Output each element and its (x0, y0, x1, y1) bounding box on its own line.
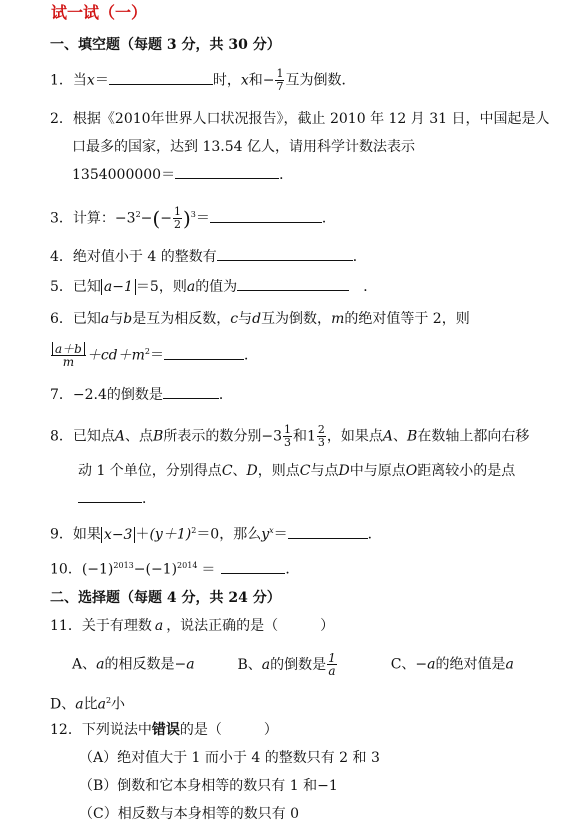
q12-emphasis: 错误 (151, 722, 180, 738)
q10-num: 10． (50, 561, 82, 578)
q12-option-A[interactable]: （A）绝对值大于 1 而小于 4 的整数只有 2 和 3 (79, 750, 380, 766)
q3-exp2: 3 (190, 210, 196, 219)
q6-text-e: 互为倒数， (261, 311, 332, 327)
question-9 (50, 522, 382, 544)
q8-text-f: 、 (393, 428, 408, 445)
q11-D-var2: a (97, 696, 106, 713)
q11-D-label: D、 (50, 696, 76, 713)
question-3 (50, 206, 336, 231)
q6-expr: ＋cd＋m (86, 347, 145, 364)
q11-A-var: a (96, 656, 105, 673)
q8-text-a: 8．已知点 (50, 428, 115, 445)
q9-abs: x−3 (101, 527, 136, 543)
q8-var-C2: C (299, 463, 311, 479)
q12-option-B[interactable]: （B）倒数和它本身相等的数只有 1 和−1 (79, 778, 338, 794)
q8-text-m: 距离较小的是点 (417, 463, 516, 479)
q1-var-x: x (86, 72, 95, 89)
q9-text-d: ＝0，那么 (196, 526, 262, 543)
q11-B-num: 1 (328, 651, 336, 665)
q11-B-text: 的倒数是 (270, 656, 327, 673)
q2-answer-blank[interactable] (175, 166, 279, 179)
q4-end: ． (352, 249, 367, 265)
q11-D-text: 比 (83, 696, 98, 713)
q8-answer-blank[interactable] (78, 490, 142, 503)
q9-eq: ＝ (273, 526, 288, 543)
q3-exp1: 2 (135, 210, 141, 219)
question-5 (50, 278, 377, 296)
q8-fraction-1 (283, 424, 292, 449)
q1-text-e: 互为倒数． (285, 72, 356, 89)
q9-exp: 2 (191, 526, 197, 535)
q11-option-A[interactable] (72, 657, 195, 673)
q8-text-c: 所表示的数分别−3 (163, 428, 282, 445)
q8-var-A: A (114, 428, 126, 445)
q6-fraction (51, 343, 86, 368)
question-2-line-1: 2．根据《2010年世界人口状况报告》，截止 2010 年 12 月 31 日，中国起是人 (50, 111, 550, 127)
q11-var-a: a (154, 618, 164, 634)
q9-var-y: y (261, 526, 270, 543)
q11-option-C[interactable] (391, 657, 514, 673)
q3-end: ． (321, 210, 336, 227)
q3-fraction (173, 206, 182, 231)
q8-text-i: 、 (232, 463, 247, 479)
q4-text: 4．绝对值小于 4 的整数有 (50, 249, 217, 265)
q2-number-text: 1354000000＝ (72, 167, 176, 183)
q8-f1-den: 3 (283, 436, 291, 449)
q11-A-var2: a (186, 656, 195, 673)
q9-paren: (y＋1) (149, 526, 192, 543)
q9-plus: ＋ (135, 526, 150, 543)
q8-f1-num: 1 (283, 423, 291, 436)
question-8-line-3 (78, 490, 156, 508)
q8-var-B: B (153, 428, 164, 445)
q5-end: ． (363, 279, 378, 295)
q3-frac-num: 1 (173, 205, 181, 219)
q8-text-k: 与点 (310, 463, 339, 479)
q5-text-a: 5．已知 (50, 279, 101, 295)
question-11-line-1 (50, 617, 334, 635)
q11-D-var: a (75, 696, 84, 713)
question-11-options (72, 652, 514, 677)
q6-text-a: 6．已知 (50, 311, 101, 327)
q8-f2-num: 2 (317, 423, 325, 436)
q10-exp2: 2014 (177, 561, 198, 570)
q7-answer-blank[interactable] (163, 386, 219, 399)
q5-answer-blank[interactable] (237, 278, 349, 291)
question-1 (50, 68, 355, 93)
q4-answer-blank[interactable] (217, 248, 353, 261)
q1-text-d: 和− (248, 72, 275, 89)
q6-text-d: 与 (238, 311, 253, 327)
q9-end: ． (367, 526, 382, 543)
q11-B-fraction (327, 652, 337, 677)
question-6-line-2 (50, 340, 258, 368)
q8-end: ． (142, 491, 156, 507)
q3-inner-minus: − (160, 210, 172, 227)
q10-term2: (−1) (145, 561, 178, 578)
q6-answer-blank[interactable] (164, 347, 244, 360)
q5-var-a: a (186, 279, 196, 295)
q8-text-b: 、点 (125, 428, 154, 445)
question-7 (50, 386, 233, 404)
q11-B-den: a (328, 664, 336, 678)
q11-option-D[interactable] (50, 692, 125, 714)
q6-var-d: d (252, 311, 262, 327)
q8-text-e: ，如果点 (326, 428, 383, 445)
q8-var-D: D (246, 463, 258, 479)
q7-end: ． (218, 387, 233, 403)
q6-text-c: 是互为相反数， (132, 311, 231, 327)
q11-text-b: ，说法正确的是（ ） (166, 618, 335, 634)
q11-C-var: a (427, 656, 436, 673)
q3-lparen: ( (152, 206, 161, 231)
q1-text-a: 当 (72, 72, 87, 89)
q5-text-b: ＝5，则 (135, 279, 187, 295)
q3-frac-den: 2 (173, 218, 181, 232)
q8-text-g: 在数轴上都向右移 (417, 428, 530, 445)
q10-minus: − (133, 561, 146, 578)
question-8-line-1 (50, 424, 529, 449)
q6-eq: ＝ (150, 347, 165, 364)
q7-text: 7．−2.4的倒数是 (50, 387, 163, 403)
q5-text-c: 的值为 (195, 279, 238, 295)
q6-var-a: a (100, 311, 110, 327)
q6-frac-den: m (62, 355, 75, 370)
q3-text-a: 3．计算： (50, 210, 115, 227)
q8-var-O: O (405, 463, 418, 479)
q6-end: ． (244, 347, 259, 364)
q8-var-D2: D (338, 463, 350, 479)
q9-answer-blank[interactable] (288, 526, 368, 539)
q1-fraction (275, 68, 284, 93)
question-8-line-2 (78, 462, 515, 480)
q8-text-l: 中与原点 (349, 463, 406, 479)
q11-text-a: 11．关于有理数 (50, 618, 152, 634)
q5-abs: a−1 (101, 279, 136, 295)
q6-expr-exp: 2 (144, 347, 151, 356)
question-2-line-2: 口最多的国家，达到 13.54 亿人，请用科学计数法表示 (72, 139, 415, 155)
q11-D-end: 小 (111, 696, 126, 713)
q11-B-var: a (261, 656, 271, 673)
question-10 (50, 557, 299, 579)
q8-var-B2: B (407, 428, 418, 445)
q3-answer-blank[interactable] (210, 210, 322, 223)
page-title: 试一试（一） (51, 3, 148, 22)
q3-rparen: ) (182, 206, 191, 231)
q1-text-b: ＝ (94, 72, 109, 89)
question-2-line-3 (72, 166, 293, 184)
q10-exp1: 2013 (113, 561, 134, 570)
q11-B-label: B、 (237, 656, 262, 673)
q1-text-c: 时， (212, 72, 241, 89)
question-12 (50, 721, 278, 739)
q11-C-text: 的绝对值是 (435, 656, 506, 673)
q12-option-C[interactable]: （C）相反数与本身相等的数只有 0 (79, 806, 300, 822)
q1-frac-num: 1 (276, 67, 284, 80)
q9-text-a: 9．如果 (50, 526, 101, 543)
q1-frac-den: 7 (276, 80, 284, 93)
q8-f2-den: 3 (317, 436, 325, 449)
q11-A-label: A、 (72, 656, 97, 673)
q10-end: ． (285, 561, 300, 578)
q12-text-a: 12．下列说法中 (50, 722, 152, 738)
q3-eq: ＝ (195, 210, 210, 227)
q1-var-x2: x (240, 72, 249, 89)
q10-eq: ＝ (201, 561, 216, 578)
q8-fraction-2 (317, 424, 326, 449)
q6-frac-num-abs: a＋b (52, 342, 85, 356)
q6-text-b: 与 (109, 311, 124, 327)
question-4 (50, 248, 367, 266)
q10-term1: (−1) (81, 561, 114, 578)
q10-answer-blank[interactable] (221, 561, 285, 574)
q11-option-B[interactable] (237, 651, 337, 678)
question-6-line-1 (50, 310, 470, 328)
q11-A-text: 的相反数是− (104, 656, 187, 673)
q8-text-h: 动 1 个单位，分别得点 (78, 463, 222, 479)
q3-minus: − (140, 210, 153, 227)
q12-text-b: 的是（ ） (179, 722, 278, 738)
q11-C-label: C、− (390, 656, 428, 673)
q8-text-d: 和1 (292, 428, 316, 445)
q1-answer-blank[interactable] (109, 72, 213, 85)
section-2-heading: 二、选择题（每题 4 分，共 24 分） (50, 590, 281, 606)
q8-text-j: ，则点 (257, 463, 300, 479)
q6-var-c: c (230, 311, 239, 327)
q3-neg3: −3 (114, 210, 136, 227)
q11-D-exp: 2 (105, 696, 112, 705)
q6-text-f: 的绝对值等于 2，则 (344, 311, 470, 327)
q6-var-m: m (331, 311, 345, 327)
q11-C-var2: a (505, 656, 514, 673)
q1-number: 1． (50, 72, 73, 89)
q8-var-A2: A (382, 428, 394, 445)
section-1-heading: 一、填空题（每题 3 分，共 30 分） (50, 37, 281, 53)
q8-var-C: C (221, 463, 233, 479)
q6-var-b: b (123, 311, 133, 327)
q9-var-x-exp: x (269, 526, 274, 535)
q2-end: ． (279, 167, 294, 183)
